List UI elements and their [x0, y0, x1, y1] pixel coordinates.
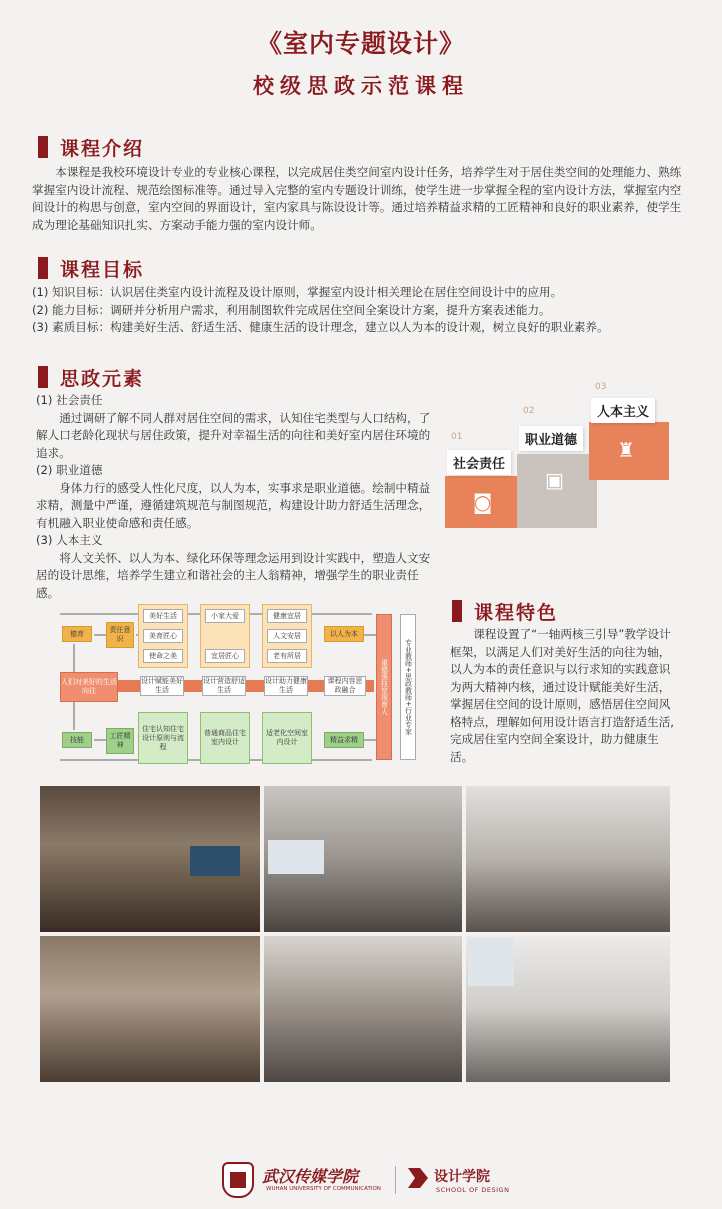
block-social-responsibility: [445, 428, 525, 528]
section-goals-heading: [38, 255, 144, 281]
goals-list: [32, 284, 682, 337]
section-ideology-heading: [38, 364, 144, 390]
university-emblem: [222, 1162, 254, 1198]
poster-title: 《室内专题设计》: [256, 29, 465, 58]
section-features-heading: [452, 598, 558, 624]
diagram-col3-bottom: 适老化空间室内设计: [262, 712, 312, 764]
section-marker: [452, 600, 462, 622]
diagram-col2-bottom: 普通商品住宅室内设计: [200, 712, 250, 764]
goal-item: (1) 知识目标：认识居住类室内设计流程及设计原则，掌握室内设计相关理论在居住空间设计中的应用。: [32, 285, 563, 299]
ideology-blocks: [445, 380, 675, 530]
block-professional-ethics: [517, 402, 597, 528]
diagram-craft-box: 工匠精神: [106, 728, 134, 754]
stamp-icon: ♜: [617, 438, 635, 462]
section-title: 课程目标: [60, 258, 145, 281]
section-title: 课程介绍: [60, 137, 145, 160]
section-title: 课程特色: [474, 601, 559, 624]
photo-classroom-1: [40, 786, 260, 932]
diagram-tag: 宜居匠心: [205, 649, 245, 663]
diagram-tag: 小家大爱: [205, 609, 245, 623]
university-name: 武汉传媒学院: [262, 1167, 359, 1186]
teaching-framework-diagram: [58, 600, 428, 770]
section-intro-heading: [38, 134, 144, 160]
photo-classroom-4: [40, 936, 260, 1082]
diagram-tag: 人文安居: [267, 629, 307, 643]
intro-text: [32, 164, 682, 234]
design-school-name-en: SCHOOL OF DESIGN: [436, 1186, 510, 1194]
footer-divider: [395, 1166, 396, 1194]
diagram-axis-box: 人们对美好的生活向往: [60, 672, 118, 702]
ideology-item-body: 通过调研了解不同人群对居住空间的需求，认知住宅类型与人口结构，了解人口老龄化现状与居住政策，提升对幸福生活的向往和美好室内居住环境的追求。: [36, 410, 431, 460]
section-marker: [38, 136, 48, 158]
diagram-mid-box: 课程内容思政融合: [324, 676, 366, 696]
photo-classroom-3: [466, 786, 670, 932]
ideology-item-title: (2) 职业道德: [36, 463, 103, 477]
goal-item: (3) 素质目标：构建美好生活、舒适生活、健康生活的设计理念，建立以人为本的设计观，树立良好的职业素养。: [32, 320, 609, 334]
section-title: 思政元素: [60, 367, 145, 390]
ideology-text: [36, 392, 438, 602]
block-label: 职业道德: [519, 426, 583, 451]
photo-classroom-6: [466, 936, 670, 1082]
intro-paragraph: 本课程是我校环境设计专业的专业核心课程，以完成居住类空间室内设计任务，培养学生对于居住类空间的处理能力、熟练掌握室内设计流程、规范绘图标准等。通过导入完整的室内专题设计训练，使学生进一步掌握全程的室内设计方法，掌握室内空间设计的构思与创意，室内空间的界面设计，室内家具与陈设设计等。通过培养精益求精的工匠精神和良好的职业素养，使学生成为理论基础知识扎实、方案动手能力强的室内设计师。: [32, 165, 682, 232]
diagram-tag: 美好生活: [143, 609, 183, 623]
diagram-tag: 美育匠心: [143, 629, 183, 643]
ideology-item-body: 将人文关怀、以人为本、绿化环保等理念运用到设计实践中，塑造人文安居的设计思维，培养学生建立和谐社会的主人翁精神，增强学生的职业责任感。: [36, 550, 431, 600]
design-school-logo-icon: [408, 1168, 428, 1188]
diagram-tag: 使命之美: [143, 649, 183, 663]
section-marker: [38, 366, 48, 388]
diagram-moral-box: 德育: [62, 626, 92, 642]
diagram-tag: 健康宜居: [267, 609, 307, 623]
diagram-mid-box: 设计营造舒适生活: [203, 677, 245, 694]
photo-classroom-5: [264, 936, 462, 1082]
features-text: [450, 626, 680, 766]
block-number: 03: [595, 382, 607, 392]
class-photos: [40, 786, 670, 1082]
diagram-responsibility-box: 责任意识: [106, 622, 134, 648]
block-label: 人本主义: [591, 398, 655, 423]
diagram-excellence-box: 精益求精: [324, 732, 364, 748]
block-humanism: [589, 380, 669, 480]
diagram-tag: 老有所居: [267, 649, 307, 663]
diagram-col2-top: [200, 604, 250, 668]
university-name-en: WUHAN UNIVERSITY OF COMMUNICATION: [266, 1186, 381, 1192]
diagram-people-box: 以人为本: [324, 626, 364, 642]
design-school-name: 设计学院: [434, 1169, 490, 1185]
diagram-mid-box: 设计助力健康生活: [265, 677, 307, 694]
ideology-item-title: (1) 社会责任: [36, 393, 103, 407]
goal-item: (2) 能力目标：调研并分析用户需求，利用制图软件完成居住空间全案设计方案，提升方案表述能力。: [32, 302, 551, 317]
diagram-mid-box: 设计赋能美好生活: [141, 677, 183, 694]
diagram-skill-box: 技能: [62, 732, 92, 748]
photo-classroom-2: [264, 786, 462, 932]
diagram-vertical-goal: 重德强技宽视育人: [376, 614, 392, 760]
diagram-col1-top: [138, 604, 188, 668]
block-number: 01: [451, 432, 463, 442]
ideology-item-title: (3) 人本主义: [36, 533, 103, 547]
features-paragraph: 课程设置了“一轴两核三引导”教学设计框架，以满足人们对美好生活的向往为轴，以人为本的责任意识与以行求知的实践意识为两大精神内核，通过设计赋能美好生活，掌握居住空间的设计原则，感悟居住空间风格特点，理解如何用设计语言打造舒适生活,完成居住室内空间全案设计，助力健康生活。: [450, 627, 674, 764]
section-marker: [38, 257, 48, 279]
diagram-col1-bottom: 住宅认知住宅设计原则与流程: [138, 712, 188, 764]
diagram-vertical-team: 专业教师+思政教师+行业专家: [400, 614, 416, 760]
camera-icon: ◙: [473, 490, 493, 514]
block-number: 02: [523, 406, 535, 416]
presentation-icon: ▣: [545, 468, 564, 492]
block-label: 社会责任: [447, 450, 511, 475]
poster-subtitle: 校级思政示范课程: [253, 73, 469, 98]
footer: [0, 1160, 722, 1200]
ideology-item-body: 身体力行的感受人性化尺度，以人为本，实事求是职业道德。绘制中精益求精，测量中严谨，遵循建筑规范与制图规范，构建设计助力舒适生活理念，有机融入职业使命感和责任感。: [36, 480, 431, 530]
diagram-col3-top: [262, 604, 312, 668]
